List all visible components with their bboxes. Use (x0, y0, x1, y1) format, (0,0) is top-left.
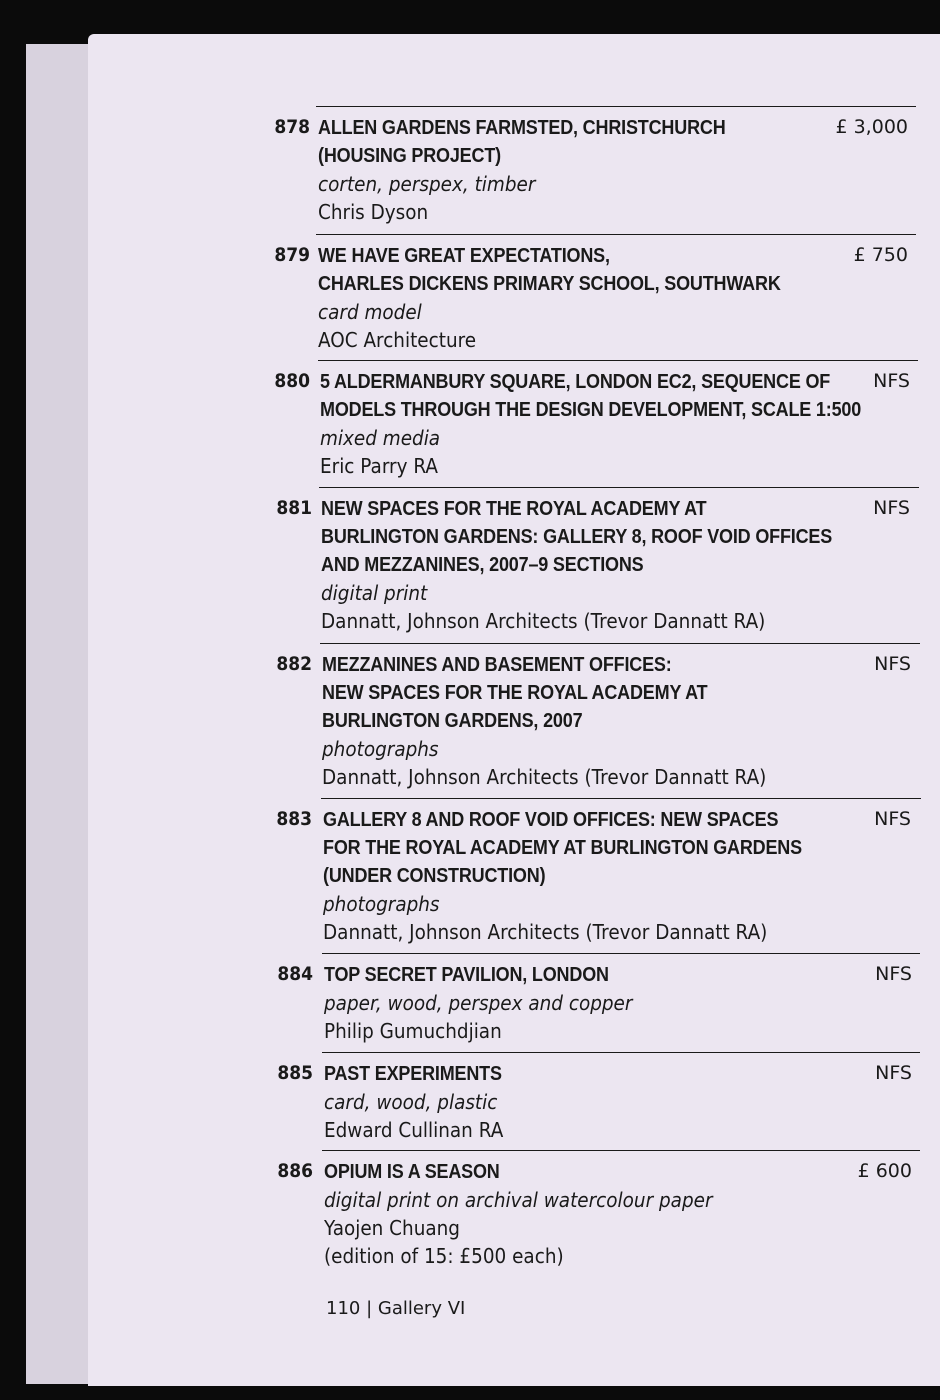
entry-title-line: FOR THE ROYAL ACADEMY AT BURLINGTON GARDENS (323, 837, 802, 859)
entry-title-line: WE HAVE GREAT EXPECTATIONS, (318, 245, 610, 267)
entry-title-line: MEZZANINES AND BASEMENT OFFICES: (322, 654, 672, 676)
entry-divider (316, 234, 916, 235)
entry-title-line: (UNDER CONSTRUCTION) (323, 865, 546, 887)
entry-price: NFS (874, 653, 911, 675)
entry-title-line: OPIUM IS A SEASON (324, 1161, 500, 1183)
entry-medium: digital print (321, 581, 428, 605)
entry-price: NFS (874, 808, 911, 830)
entry-divider (318, 360, 918, 361)
entry-title-line: ALLEN GARDENS FARMSTED, CHRISTCHURCH (318, 117, 726, 139)
entry-artist: Dannatt, Johnson Architects (Trevor Dannatt RA) (321, 609, 766, 633)
entry-divider (319, 487, 919, 488)
entry-title-line: PAST EXPERIMENTS (324, 1063, 502, 1085)
entry-number: 886 (277, 1160, 313, 1182)
entry-medium: paper, wood, perspex and copper (324, 991, 633, 1015)
entry-medium: digital print on archival watercolour paper (324, 1188, 713, 1212)
entry-title-line: (HOUSING PROJECT) (318, 145, 501, 167)
entry-number: 880 (274, 370, 310, 392)
entry-title-line: TOP SECRET PAVILION, LONDON (324, 964, 609, 986)
entry-divider (320, 643, 920, 644)
entry-divider (322, 1052, 920, 1053)
entry-title-line: GALLERY 8 AND ROOF VOID OFFICES: NEW SPACES (323, 809, 779, 831)
entry-medium: card, wood, plastic (324, 1090, 498, 1114)
entry-artist: Chris Dyson (318, 200, 429, 224)
entry-medium: photographs (323, 892, 440, 916)
entry-price: NFS (873, 370, 910, 392)
entry-number: 884 (277, 963, 313, 985)
entry-artist: Edward Cullinan RA (324, 1118, 504, 1142)
entry-medium: photographs (322, 737, 439, 761)
entry-artist: Eric Parry RA (320, 454, 438, 478)
entry-number: 879 (274, 244, 310, 266)
entry-title-line: BURLINGTON GARDENS, 2007 (322, 710, 583, 732)
entry-medium: mixed media (320, 426, 441, 450)
entry-number: 878 (274, 116, 310, 138)
entry-number: 881 (276, 497, 312, 519)
entry-price: £ 3,000 (835, 116, 908, 138)
entry-title-line: CHARLES DICKENS PRIMARY SCHOOL, SOUTHWARK (318, 273, 781, 295)
entry-price: NFS (875, 963, 912, 985)
entry-price: £ 600 (857, 1160, 912, 1182)
entry-divider (321, 798, 921, 799)
entry-price: £ 750 (853, 244, 908, 266)
entry-edition: (edition of 15: £500 each) (324, 1244, 564, 1268)
entry-artist: Dannatt, Johnson Architects (Trevor Dannatt RA) (323, 920, 768, 944)
entry-title-line: BURLINGTON GARDENS: GALLERY 8, ROOF VOID OFFICES (321, 526, 833, 548)
entry-number: 883 (276, 808, 312, 830)
entry-title-line: NEW SPACES FOR THE ROYAL ACADEMY AT (322, 682, 708, 704)
page-footer: 110 | Gallery VI (326, 1298, 466, 1319)
entry-artist: AOC Architecture (318, 328, 477, 352)
entry-medium: card model (318, 300, 422, 324)
entry-title-line: MODELS THROUGH THE DESIGN DEVELOPMENT, SCALE 1:500 (320, 399, 862, 421)
entry-number: 885 (277, 1062, 313, 1084)
entry-divider (316, 106, 916, 107)
entry-artist: Yaojen Chuang (324, 1216, 460, 1240)
entry-number: 882 (276, 653, 312, 675)
entry-price: NFS (875, 1062, 912, 1084)
page-edge (26, 44, 96, 1384)
entry-divider (322, 1150, 920, 1151)
entry-artist: Philip Gumuchdjian (324, 1019, 502, 1043)
entry-title-line: NEW SPACES FOR THE ROYAL ACADEMY AT (321, 498, 707, 520)
entry-price: NFS (873, 497, 910, 519)
catalogue-page (88, 34, 940, 1386)
entry-artist: Dannatt, Johnson Architects (Trevor Dannatt RA) (322, 765, 767, 789)
entry-title-line: 5 ALDERMANBURY SQUARE, LONDON EC2, SEQUENCE OF (320, 371, 831, 393)
entry-divider (322, 953, 920, 954)
entry-title-line: AND MEZZANINES, 2007–9 SECTIONS (321, 554, 644, 576)
entry-medium: corten, perspex, timber (318, 172, 536, 196)
